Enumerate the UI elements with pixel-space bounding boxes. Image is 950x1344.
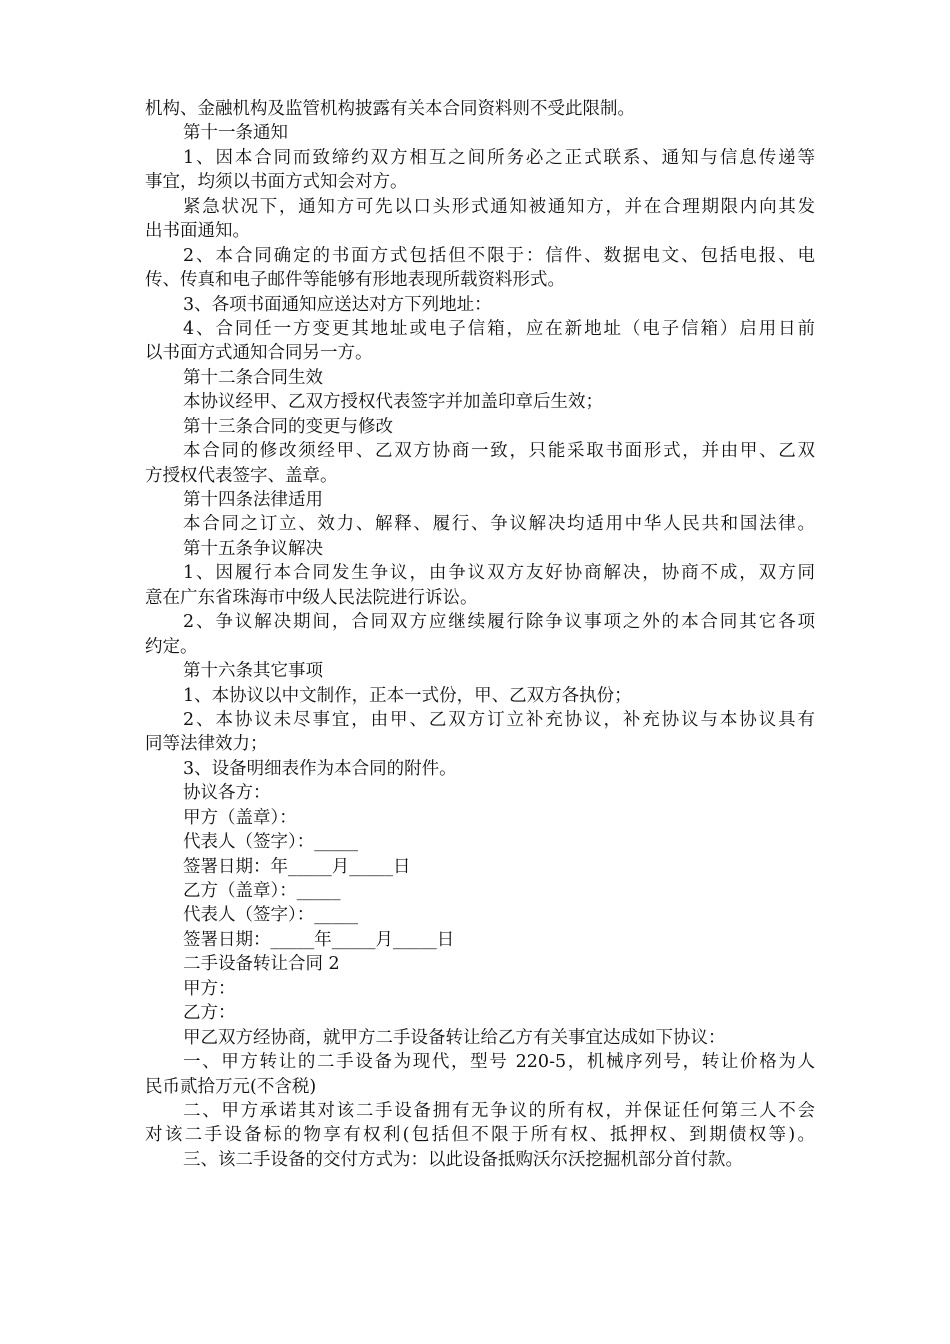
text-line: 3、各项书面通知应送达对方下列地址： [183, 294, 492, 315]
text-line: 第十一条通知 [183, 123, 288, 144]
text-line: 代表人（签字）：_____ [183, 832, 358, 853]
text-line: 甲方： [183, 978, 236, 999]
text-line: 本合同的修改须经甲、乙双方协商一致，只能采取书面形式，并由甲、乙双 [183, 441, 815, 462]
text-line: 约定。 [145, 636, 198, 657]
text-line: 本协议经甲、乙双方授权代表签字并加盖印章后生效； [183, 392, 603, 413]
text-line: 方授权代表签字、盖章。 [145, 465, 338, 486]
text-line: 意在广东省珠海市中级人民法院进行诉讼。 [145, 587, 478, 608]
text-line: 一、甲方转让的二手设备为现代，型号 220-5，机械序列号，转让价格为人 [183, 1052, 815, 1073]
text-line: 三、该二手设备的交付方式为：以此设备抵购沃尔沃挖掘机部分首付款。 [183, 1149, 743, 1170]
text-line: 民币贰拾万元(不含税) [145, 1076, 317, 1097]
text-line: 第十四条法律适用 [183, 490, 323, 510]
text-line: 第十六条其它事项 [183, 661, 323, 682]
text-line: 乙方（盖章）：_____ [183, 881, 341, 901]
text-line: 第十二条合同生效 [183, 367, 323, 388]
text-line: 传、传真和电子邮件等能够有形地表现所载资料形式。 [145, 270, 565, 291]
text-line: 2、争议解决期间，合同双方应继续履行除争议事项之外的本合同其它各项 [183, 612, 815, 633]
text-line: 出书面通知。 [145, 221, 250, 242]
text-line: 2、本协议未尽事宜，由甲、乙双方订立补充协议，补充协议与本协议具有 [183, 709, 815, 730]
text-line: 4、合同任一方变更其地址或电子信箱，应在新地址（电子信箱）启用日前 [183, 318, 815, 339]
text-line: 机构、金融机构及监管机构披露有关本合同资料则不受此限制。 [145, 99, 635, 119]
text-line: 同等法律效力； [145, 734, 268, 755]
text-line: 乙方： [183, 1003, 236, 1024]
text-line: 签署日期：_____年_____月_____日 [183, 929, 455, 950]
text-line: 第十五条争议解决 [183, 538, 323, 559]
text-line: 紧急状况下，通知方可先以口头形式通知被通知方，并在合理期限内向其发 [183, 196, 815, 217]
text-line: 对该二手设备标的物享有权利(包括但不限于所有权、抵押权、到期债权等)。 [145, 1125, 815, 1146]
text-line: 本合同之订立、效力、解释、履行、争议解决均适用中华人民共和国法律。 [183, 514, 815, 535]
text-line: 二、甲方承诺其对该二手设备拥有无争议的所有权，并保证任何第三人不会 [183, 1100, 815, 1121]
text-line: 2、本合同确定的书面方式包括但不限于：信件、数据电文、包括电报、电 [183, 245, 815, 266]
text-line: 以书面方式通知合同另一方。 [145, 343, 373, 364]
text-line: 二手设备转让合同 2 [183, 954, 340, 975]
text-line: 甲乙双方经协商，就甲方二手设备转让给乙方有关事宜达成如下协议： [183, 1027, 726, 1048]
text-line: 签署日期：年_____月_____日 [183, 856, 411, 877]
text-line: 1、本协议以中文制作，正本一式份，甲、乙双方各执份； [183, 685, 632, 706]
text-line: 第十三条合同的变更与修改 [183, 416, 393, 437]
text-line: 甲方（盖章）： [183, 807, 297, 828]
text-line: 3、设备明细表作为本合同的附件。 [183, 758, 457, 779]
text-line: 1、因本合同而致缔约双方相互之间所务必之正式联系、通知与信息传递等 [183, 147, 815, 168]
text-line: 事宜，均须以书面方式知会对方。 [145, 172, 408, 193]
document-page [145, 97, 815, 1172]
text-line: 协议各方： [183, 783, 271, 804]
text-line: 1、因履行本合同发生争议，由争议双方友好协商解决，协商不成，双方同 [183, 563, 815, 584]
text-line: 代表人（签字）：_____ [183, 905, 358, 926]
